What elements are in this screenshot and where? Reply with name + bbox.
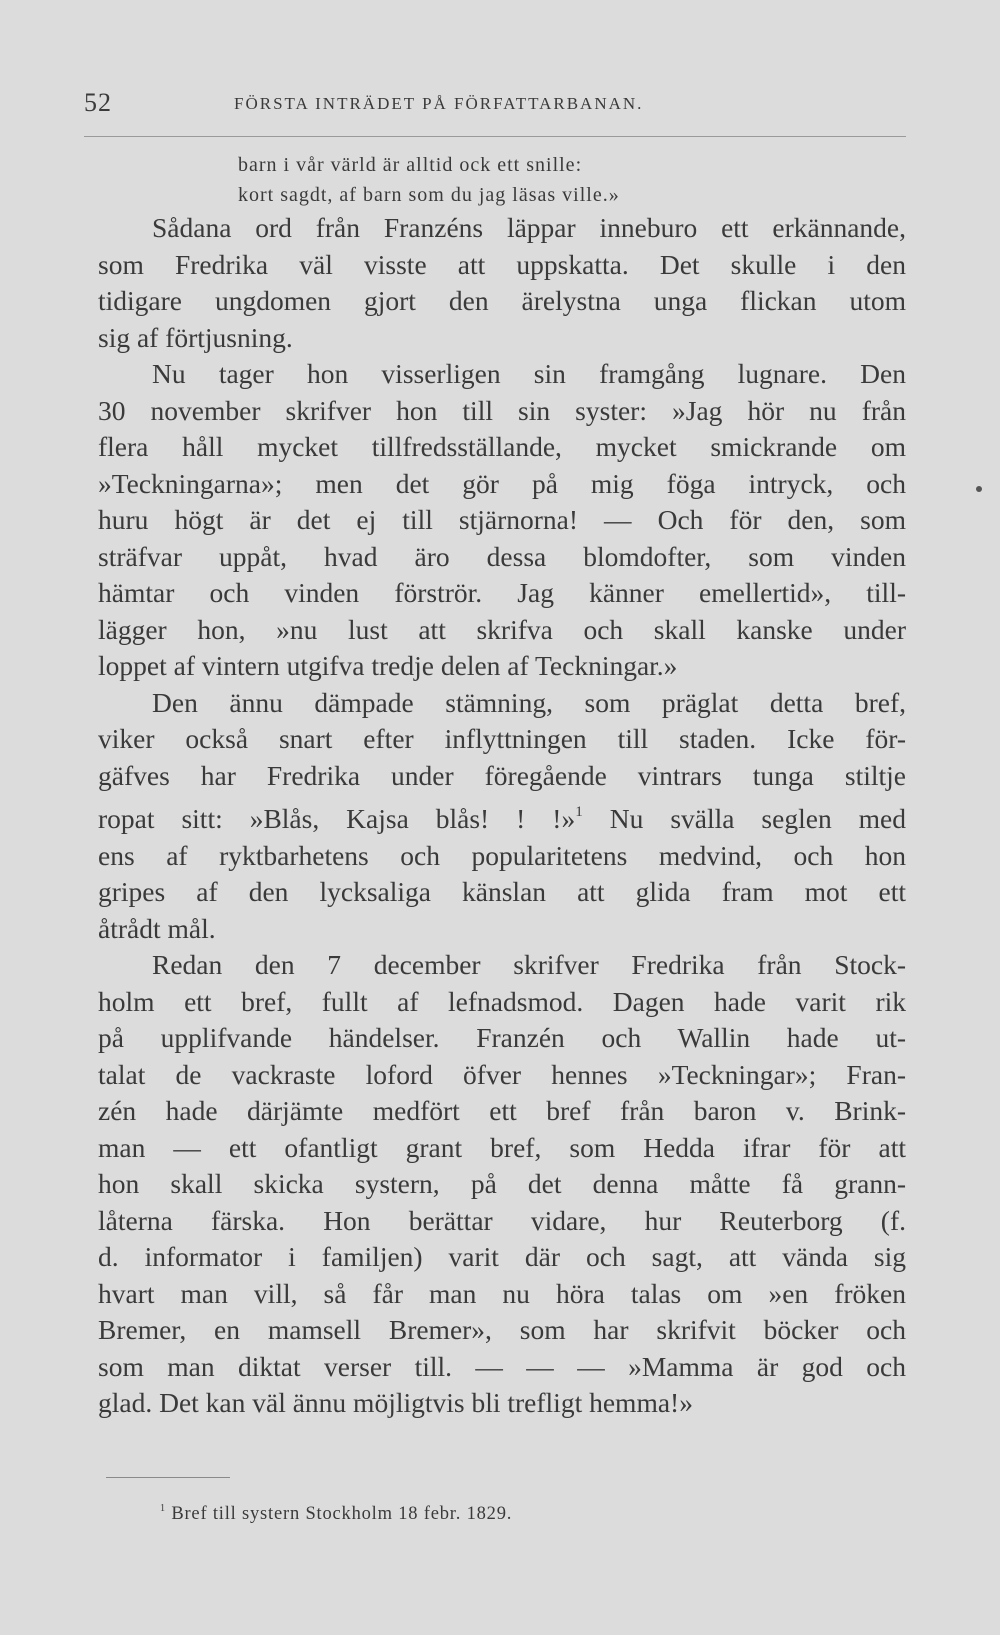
body-text [98,150,906,1422]
text-line: man — ett ofantligt grant bref, som Hedda ifrar för att [98,1131,906,1163]
text-line: låterna färska. Hon berättar vidare, hur Reuterborg (f. [98,1204,906,1236]
text-line: d. informator i familjen) varit där och sagt, att vända sig [98,1241,906,1273]
text-line: som man diktat verser till. — — — »Mamma är god och [98,1350,906,1382]
text-line: lägger hon, »nu lust att skrifva och skall kanske under [98,613,906,645]
text-segment: ropat sitt: »Blås, Kajsa blås! ! !» [98,803,576,835]
text-line: hvart man vill, så får man nu höra talas om »en fröken [98,1277,906,1309]
poem-line: barn i vår värld är alltid ock ett snille: [238,154,583,176]
text-line: Den ännu dämpade stämning, som präglat detta bref, [152,686,906,718]
page-header [84,88,904,128]
text-line: holm ett bref, fullt af lefnadsmod. Dagen hade varit rik [98,985,906,1017]
text-line: Nu tager hon visserligen sin framgång lugnare. Den [152,358,906,389]
text-line: som Fredrika väl visste att uppskatta. Det skulle i den [98,248,906,280]
ink-speck [976,486,982,492]
text-line: åtrådt mål. [98,912,216,944]
text-line: sträfvar uppåt, hvad äro dessa blomdofter, som vinden [98,540,906,572]
paragraph [98,356,906,685]
header-rule [84,136,906,137]
text-line: huru högt är det ej till stjärnorna! — Och för den, som [98,504,906,535]
text-line: på upplifvande händelser. Franzén och Wallin hade ut- [98,1022,906,1054]
footnote-rule [106,1477,230,1478]
text-line: »Teckningarna»; men det gör på mig föga intryck, och [98,467,906,499]
footnote-ref[interactable]: 1 [575,804,583,820]
text-line: 30 november skrifver hon till sin syster: »Jag hör nu från [98,394,906,426]
poem-line: kort sagdt, af barn som du jag läsas ville.» [238,184,620,206]
text-line: Bremer, en mamsell Bremer», som har skrifvit böcker och [98,1314,906,1346]
text-line: zén hade därjämte medfört ett bref från baron v. Brink- [98,1095,906,1127]
text-line-with-footnote [98,794,906,838]
text-line: hämtar och vinden förströr. Jag känner emellertid», till- [98,577,906,608]
text-line: talat de vackraste loford öfver hennes »Teckningar»; Fran- [98,1058,906,1090]
running-title: FÖRSTA INTRÄDET PÅ FÖRFATTARBANAN. [234,94,644,113]
page-number: 52 [84,88,112,117]
text-line: Sådana ord från Franzéns läppar inneburo ett erkännande, [152,212,906,243]
text-line: Redan den 7 december skrifver Fredrika från Stock- [152,949,906,981]
text-line: gäfves har Fredrika under föregående vintrars tunga stiltje [98,759,906,791]
text-segment: Nu svälla seglen med [609,803,906,835]
text-line: tidigare ungdomen gjort den ärelystna unga flickan utom [98,285,906,316]
text-line: viker också snart efter inflyttningen till staden. Icke för- [98,723,906,754]
text-line: gripes af den lycksaliga känslan att glida fram mot ett [98,876,906,908]
text-line: loppet af vintern utgifva tredje delen af Teckningar.» [98,650,678,681]
footnote [160,1503,512,1525]
paragraph [98,685,906,948]
footnote-text: Bref till systern Stockholm 18 febr. 1829. [171,1504,513,1525]
paragraph [98,210,906,356]
text-line: flera håll mycket tillfredsställande, mycket smickrande om [98,431,906,462]
text-line: hon skall skicka systern, på det denna måtte få grann- [98,1168,906,1200]
text-line: glad. Det kan väl ännu möjligtvis bli trefligt hemma!» [98,1387,693,1419]
text-line: sig af förtjusning. [98,321,293,353]
text-line: ens af ryktbarhetens och popularitetens medvind, och hon [98,839,906,871]
footnote-marker: 1 [160,1503,166,1514]
paragraph [98,947,906,1422]
poem-quote [238,150,798,210]
